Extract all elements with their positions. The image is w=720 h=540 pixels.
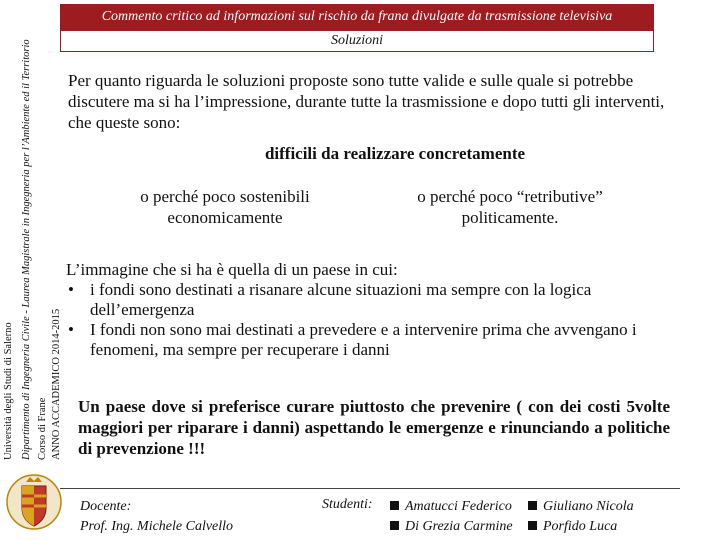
checkbox-bullet-icon <box>528 521 537 530</box>
student-name: Giuliano Nicola <box>543 499 634 514</box>
list-item <box>390 497 528 517</box>
university-seal-logo <box>6 472 62 534</box>
academic-year: ANNO ACCADEMICO 2014-2015 <box>51 308 62 460</box>
bullet-list <box>66 280 676 360</box>
list-item: • i fondi sono destinati a risanare alcune situazioni ma sempre con la logica dell’emergenza <box>66 280 676 320</box>
intro-paragraph: Per quanto riguarda le soluzioni proposte sono tutte valide e sulle quale si potrebbe discutere ma si ha l’impressione, durante tutte la trasmissione e dopo tutti gli interventi, che queste sono: <box>68 71 665 132</box>
teacher-name: Prof. Ing. Michele Calvello <box>80 519 234 534</box>
checkbox-bullet-icon <box>390 501 399 510</box>
list-item: • I fondi non sono mai destinati a prevedere e a intervenire prima che avvengano i fenomeni, ma sempre per recuperare i danni <box>66 320 676 360</box>
list-item <box>390 517 528 537</box>
student-name: Amatucci Federico <box>405 499 512 514</box>
image-description <box>66 260 676 360</box>
list-item <box>528 497 668 517</box>
checkbox-bullet-icon <box>528 501 537 510</box>
image-intro-text: L’immagine che si ha è quella di un paese in cui: <box>66 260 398 279</box>
student-name: Porfido Luca <box>543 519 618 534</box>
checkbox-bullet-icon <box>390 521 399 530</box>
list-item <box>528 517 668 537</box>
key-statement: difficili da realizzare concretamente <box>264 144 526 163</box>
option-economic: o perché poco sostenibili economicamente <box>140 187 310 227</box>
course-name: Corso di Frane <box>37 397 48 460</box>
section-subtitle: Soluzioni <box>60 30 654 52</box>
footer <box>60 488 680 539</box>
sidebar <box>0 0 72 470</box>
option-political: o perché poco “retributive” politicamente. <box>417 187 603 227</box>
teacher-block <box>80 497 233 537</box>
student-name: Di Grezia Carmine <box>405 519 513 534</box>
department-name: Dipartimento di Ingegneria Civile - Laurea Magistrale in Ingegneria per l’Ambiente ed il Territorio <box>21 38 32 460</box>
teacher-label: Docente: <box>80 499 132 514</box>
students-label: Studenti: <box>322 497 373 512</box>
conclusion-paragraph: Un paese dove si preferisce curare piuttosto che prevenire ( con dei costi 5volte maggiori per riparare i danni) aspettando le emergenze e rinunciando a politiche di prevenzione !!! <box>78 397 670 458</box>
slide-title: Commento critico ad informazioni sul rischio da frana divulgate da trasmissione televisiva <box>60 4 654 30</box>
students-list <box>390 497 680 537</box>
university-name: Università degli Studi di Salerno <box>3 321 14 460</box>
